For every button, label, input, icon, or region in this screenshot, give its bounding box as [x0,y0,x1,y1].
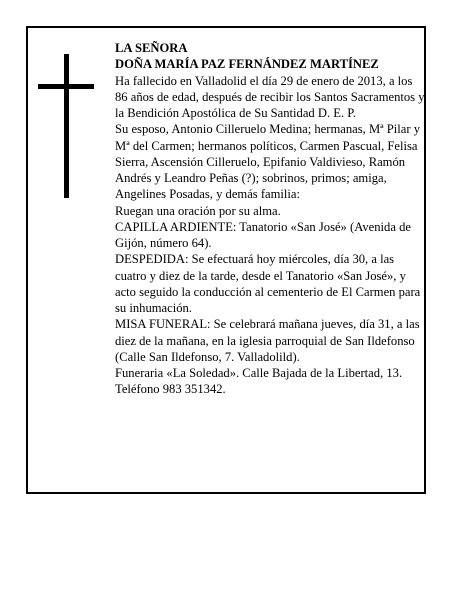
family-list: Su esposo, Antonio Cilleruelo Medina; hermanas, Mª Pilar y Mª del Carmen; hermanos políticos, Carmen Pascual, Felisa Sierra, Ascensión Cilleruelo, Epifanio Valdivieso, Ramón Andrés y Leandro Peñas (?); sobrinos, primos; amiga, Angelines Posadas, y demás familia: [115,122,420,202]
prayer-request: Ruegan una oración por su alma. [115,203,281,218]
funeral-mass-info: MISA FUNERAL: Se celebrará mañana jueves, día 31, a las diez de la mañana, en la iglesia parroquial de San Ildefonso (Calle San Ildefonso, 7. Valladolild). [115,317,420,364]
notice-text [115,40,427,398]
obituary-notice [26,26,426,494]
chapel-info: CAPILLA ARDIENTE: Tanatorio «San José» (Avenida de Gijón, número 64). [115,219,411,250]
farewell-info: DESPEDIDA: Se efectuará hoy miércoles, día 30, a las cuatro y diez de la tarde, desde el Tanatorio «San José», y acto seguido la conducción al cementerio de El Carmen para su inhumación. [115,252,421,315]
cross-icon [38,54,94,198]
death-statement: Ha fallecido en Valladolid el día 29 de enero de 2013, a los 86 años de edad, después de recibir los Santos Sacramentos y la Bendición Apostólica de Su Santidad D. E. P. [115,73,425,120]
cross-horizontal-bar [38,84,94,89]
deceased-name: DOÑA MARÍA PAZ FERNÁNDEZ MARTÍNEZ [115,57,379,72]
cross-vertical-bar [64,54,69,198]
notice-heading: LA SEÑORA [115,41,188,55]
funeral-home-info: Funeraria «La Soledad». Calle Bajada de la Libertad, 13. Teléfono 983 351342. [115,366,403,397]
